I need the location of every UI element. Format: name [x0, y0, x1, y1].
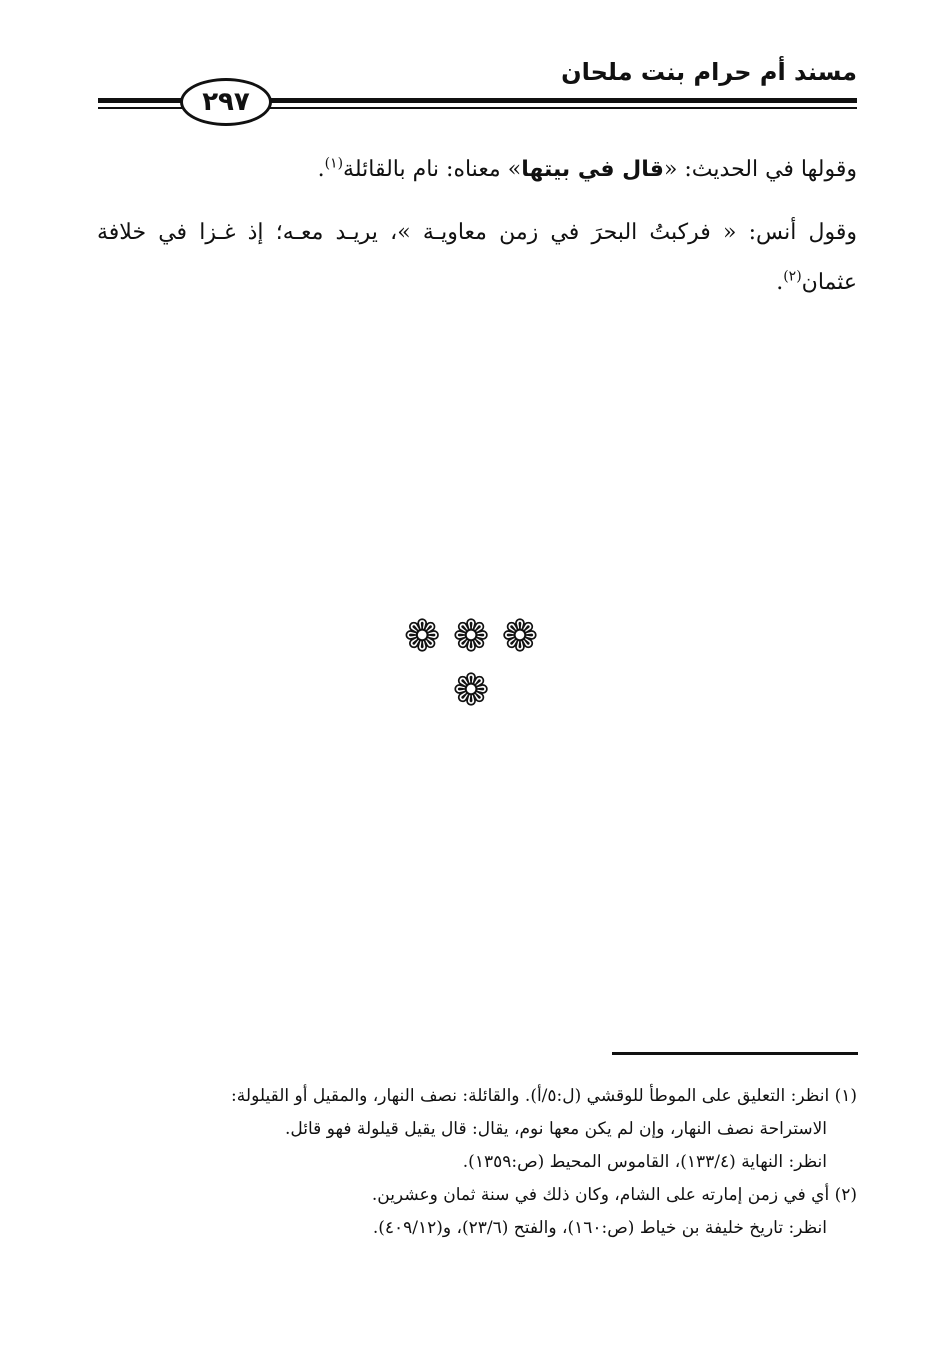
ornament-row-2: [0, 664, 942, 718]
para2-end: .: [776, 270, 784, 295]
footnote-2-line-2: انظر: تاريخ خليفة بن خياط (ص:١٦٠)، والفتح (٢٣/٦)، و(٤٠٩/١٢).: [372, 1218, 827, 1238]
flower-ornament-icon: ❁: [403, 611, 441, 662]
footnote-1-line-1: (١) انظر: التعليق على الموطأ للوقشي (ل:٥/أ). والقائلة: نصف النهار، والمقيل أو القيلولة:: [231, 1086, 857, 1106]
para1-end: .: [317, 157, 325, 182]
flower-ornament-icon: ❁: [452, 611, 490, 662]
header-title: مسند أم حرام بنت ملحان: [561, 58, 857, 86]
page-number-badge: [180, 78, 272, 126]
footnote-1-line-3: انظر: النهاية (١٣٣/٤)، القاموس المحيط (ص:١٣٥٩).: [462, 1152, 827, 1172]
paragraph-1: [97, 145, 857, 195]
page-number: ٢٩٧: [202, 87, 250, 117]
paragraph-2: [97, 208, 857, 308]
section-end-ornaments: [0, 610, 942, 718]
footnote-2-line-1: (٢) أي في زمن إمارته على الشام، وكان ذلك في سنة ثمان وعشرين.: [371, 1185, 857, 1205]
ornament-row-1: [0, 610, 942, 664]
flower-ornament-icon: ❁: [501, 611, 539, 662]
footnotes: [97, 1080, 857, 1245]
para2-text: وقول أنس: « فركبتُ البحرَ في زمن معاويـة »، يريـد معـه؛ إذ غـزا في خلافة عثمان: [97, 220, 857, 295]
flower-ornament-icon: ❁: [452, 665, 490, 716]
footnote-ref-1[interactable]: (١): [324, 155, 344, 172]
para1-quote: قال في بيتها: [521, 157, 664, 182]
para1-suffix: » معناه: نام بالقائلة: [343, 157, 522, 182]
footnote-1-line-2: الاستراحة نصف النهار، وإن لم يكن معها نوم، يقال: قال يقيل قيلولة فهو قائل.: [284, 1119, 827, 1139]
footnote-ref-2[interactable]: (٢): [783, 268, 802, 285]
para1-prefix: وقولها في الحديث: «: [663, 157, 857, 182]
footnote-separator: [612, 1052, 858, 1055]
